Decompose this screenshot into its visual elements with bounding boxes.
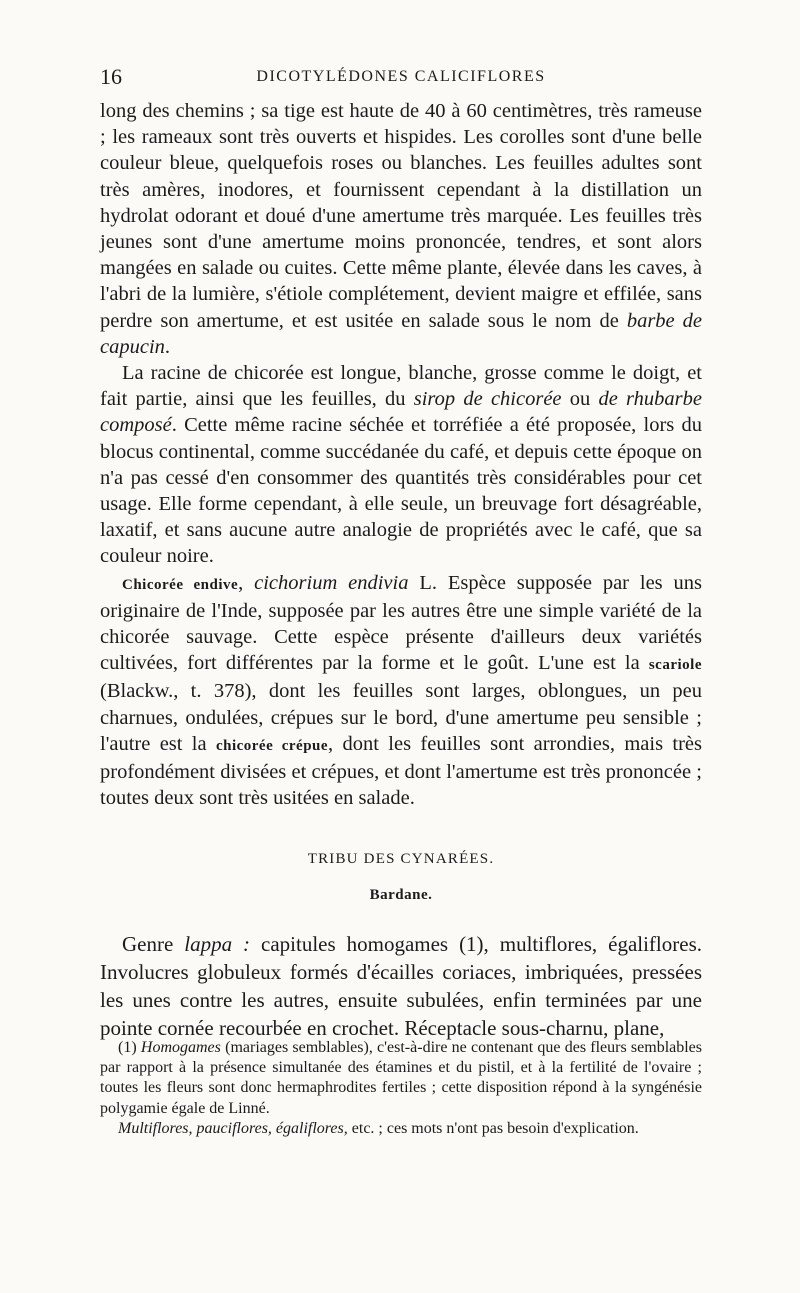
genus-heading: Bardane. (369, 887, 433, 904)
term-chicoree-endive: Chicorée endive (122, 576, 239, 593)
term-barbe-de-capucin: barbe de capucin (100, 309, 702, 358)
term-homogames: Homogames (140, 1039, 221, 1056)
term-cichorium-endivia: cichorium endivia (254, 571, 409, 594)
term-scariole: scariole (648, 657, 702, 674)
footnote-2: Multiflores, pauciflores, égaliflores, etc. ; ces mots n'ont pas besoin d'explication. (118, 1119, 639, 1137)
term-rhubarbe-compose: de rhubarbe composé (100, 388, 702, 437)
paragraph-chicory-root: La racine de chicorée est longue, blanche, grosse comme le doigt, et fait partie, ainsi que les feuilles, du sirop de chicorée ou de rhubarbe composé. Cette même racine séchée et torréfiée a été proposée, lors du blocus continental, comme succédanée du café, et depuis cette époque on n'a pas cessé d'en consommer des quantités très considérables pour cet usage. Elle forme cependant, à elle seule, un breuvage fort désagréable, laxatif, et sans aucune autre analogie de propriétés avec le café, que sa couleur noire. (100, 362, 702, 568)
page-header (100, 64, 702, 94)
tribe-heading: TRIBU DES CYNARÉES. (307, 851, 495, 868)
paragraph-genre-lappa: Genre lappa : capitules homogames (1), multiflores, égaliflores. Involucres globuleux formés d'écailles coriaces, imbriquées, pressées les unes contre les autres, ensuite subulées, enfin terminées par une pointe cornée recourbée en crochet. Réceptacle sous-charnu, plane, (100, 932, 702, 1041)
term-lappa: lappa : (184, 932, 251, 957)
footnotes (100, 1038, 702, 1139)
term-sirop-de-chicoree: sirop de chicorée (413, 388, 562, 411)
term-chicoree-crepue: chicorée crépue (215, 737, 329, 754)
running-head: DICOTYLÉDONES CALICIFLORES (256, 68, 546, 85)
footnote-1: (1) Homogames (mariages semblables), c'est-à-dire ne contenant que des fleurs semblables par rapport à la présence simultanée des étamines et du pistil, et à la fertilité de l'ovaire ; toutes les fleurs sont donc hermaphrodites fertiles ; cette disposition répond à la syngénésie polygamie égale de Linné. (100, 1039, 703, 1117)
page-number: 16 (100, 64, 122, 89)
paragraph-chicory-description: long des chemins ; sa tige est haute de 40 à 60 centimètres, très rameuse ; les rameaux sont très ouverts et hispides. Les corolles sont d'une belle couleur bleue, quelquefois roses ou blanches. Les feuilles adultes sont très amères, inodores, et fournissent cependant à la distillation un hydrolat odorant et doué d'une amertume très marquée. Les feuilles très jeunes sont d'une amertume moins prononcée, tendres, et sont alors mangées en salade ou cuites. Cette même plante, élevée dans les caves, à l'abri de la lumière, s'étiole complétement, devient maigre et effilée, sans perdre son amertume, et est usitée en salade sous le nom de barbe de capucin. (100, 100, 702, 358)
term-multiflores: Multiflores, pauciflores, égaliflores, (118, 1119, 348, 1137)
main-text (100, 98, 702, 1042)
paragraph-chicoree-endive: Chicorée endive, cichorium endivia L. Espèce supposée par les uns originaire de l'Inde, supposée par les autres être une simple variété de la chicorée sauvage. Cette espèce présente d'ailleurs deux variétés cultivées, fort différentes par la forme et le goût. L'une est la scariole (Blackw., t. 378), dont les feuilles sont larges, oblongues, un peu charnues, ondulées, crépues sur le bord, d'une amertume peu sensible ; l'autre est la chicorée crépue, dont les feuilles sont arrondies, mais très profondément divisées et crépues, et dont l'amertume est très prononcée ; toutes deux sont très usitées en salade. (100, 571, 702, 810)
